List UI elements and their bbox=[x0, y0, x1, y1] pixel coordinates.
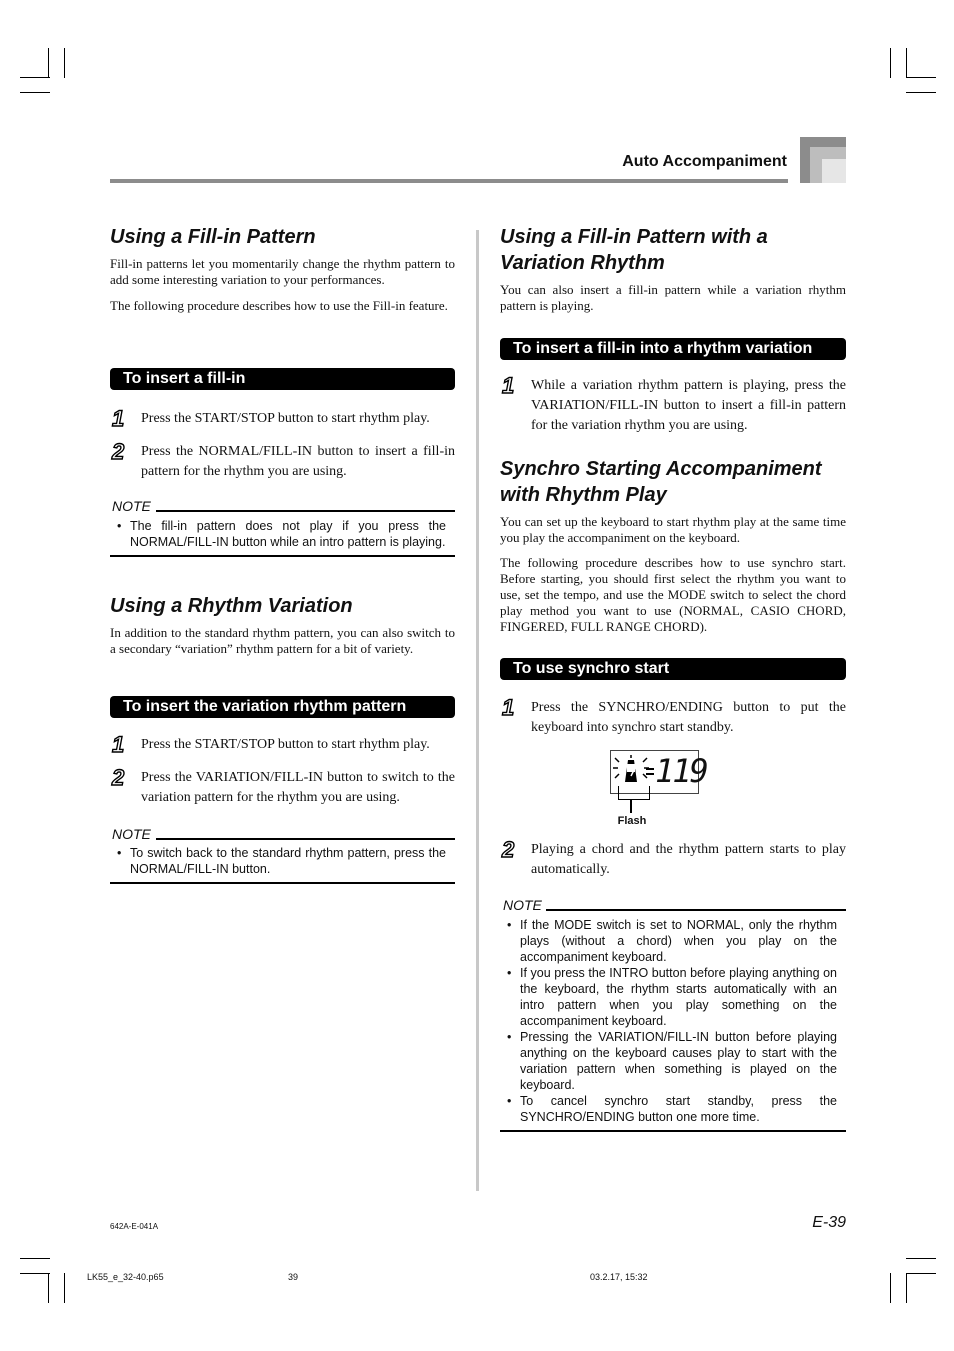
note-item: • Pressing the VARIATION/FILL-IN button before playing anything on the keyboard causes play to start with the variation pattern when something is played on the keyboard. bbox=[500, 1029, 837, 1093]
document-code: 642A-E-041A bbox=[110, 1222, 159, 1231]
header-rule bbox=[110, 179, 788, 183]
step-text: Playing a chord and the rhythm pattern starts to play automatically. bbox=[531, 842, 846, 877]
note-item: • If the MODE switch is set to NORMAL, only the rhythm plays (without a chord) when you play on the accompaniment keyboard. bbox=[500, 917, 837, 965]
step-number-icon: 1 bbox=[502, 695, 515, 720]
step-number-icon: 1 bbox=[502, 373, 515, 398]
step-1 bbox=[110, 406, 455, 431]
note-item: • To cancel synchro start standby, press the SYNCHRO/ENDING button one more time. bbox=[500, 1093, 837, 1125]
note-item: • If you press the INTRO button before playing anything on the keyboard, the rhythm starts automatically with an intro pattern when you play something on the accompaniment keyboard. bbox=[500, 965, 837, 1029]
section-title-fill-in-variation: Using a Fill-in Pattern with a Variation Rhythm bbox=[500, 226, 768, 274]
step-1 bbox=[500, 695, 846, 738]
note-label: NOTE bbox=[112, 498, 151, 514]
note-rule-bottom bbox=[500, 1130, 846, 1132]
note-item: • To switch back to the standard rhythm pattern, press the NORMAL/FILL-IN button. bbox=[110, 845, 446, 877]
step-text: Press the VARIATION/FILL-IN button to switch to the variation pattern for the rhythm you are using. bbox=[141, 770, 455, 805]
flash-bracket bbox=[618, 786, 650, 800]
equals-sign bbox=[646, 768, 654, 770]
section-title-rhythm-variation: Using a Rhythm Variation bbox=[110, 595, 353, 617]
footer-file: LK55_e_32-40.p65 bbox=[87, 1272, 164, 1282]
procedure-header: To insert a fill-in into a rhythm variation bbox=[500, 338, 846, 360]
paragraph: In addition to the standard rhythm pattern, you can also switch to a secondary “variation” rhythm pattern for a bit of variety. bbox=[110, 625, 455, 656]
step-text: Press the SYNCHRO/ENDING button to put the keyboard into synchro start standby. bbox=[531, 700, 846, 735]
note-rule-bottom bbox=[110, 882, 455, 884]
step-text: Press the START/STOP button to start rhythm play. bbox=[141, 411, 430, 426]
note-rule-bottom bbox=[110, 555, 455, 557]
step-number-icon: 2 bbox=[112, 765, 125, 790]
column-divider bbox=[476, 230, 479, 1191]
flash-pointer bbox=[630, 799, 632, 813]
note-label: NOTE bbox=[112, 826, 151, 842]
note-list bbox=[500, 917, 837, 1125]
step-number-icon: 1 bbox=[112, 732, 125, 757]
header-tab-graphic bbox=[800, 137, 846, 183]
step-2 bbox=[110, 765, 455, 808]
footer-number: 39 bbox=[288, 1272, 299, 1282]
step-number-icon: 2 bbox=[502, 837, 515, 862]
step-number-icon: 2 bbox=[112, 439, 125, 464]
step-number-icon: 1 bbox=[112, 406, 125, 431]
step-2 bbox=[110, 439, 455, 482]
note-list bbox=[110, 518, 446, 550]
flash-label: Flash bbox=[617, 815, 647, 827]
section-rhythm-variation bbox=[110, 593, 455, 657]
step-2 bbox=[500, 837, 846, 880]
tempo-readout: 119 bbox=[655, 752, 707, 790]
step-1 bbox=[110, 732, 455, 757]
procedure-header: To use synchro start bbox=[500, 658, 846, 680]
step-text: Press the NORMAL/FILL-IN button to insert a fill-in pattern for the rhythm you are using. bbox=[141, 444, 455, 479]
paragraph: Fill-in patterns let you momentarily change the rhythm pattern to add some interesting variation to your performances. bbox=[110, 256, 455, 287]
procedure-header: To insert the variation rhythm pattern bbox=[110, 696, 455, 718]
section-title-fill-in: Using a Fill-in Pattern bbox=[110, 226, 316, 248]
section-synchro-start bbox=[500, 456, 846, 635]
step-1 bbox=[500, 373, 846, 436]
procedure-header: To insert a fill-in bbox=[110, 368, 455, 390]
equals-sign bbox=[646, 773, 654, 775]
paragraph: The following procedure describes how to use synchro start. Before starting, you should first select the rhythm you want to use, set the tempo, and use the MODE switch to select the chord play method you want to use (NORMAL, CASIO CHORD, FINGERED, FULL RANGE CHORD). bbox=[500, 555, 846, 634]
note-label: NOTE bbox=[503, 897, 542, 913]
note-rule-top bbox=[156, 838, 455, 840]
footer-date: 03.2.17, 15:32 bbox=[590, 1272, 648, 1282]
note-rule-top bbox=[156, 510, 455, 512]
section-fill-in bbox=[110, 224, 455, 314]
section-title: Auto Accompaniment bbox=[622, 153, 787, 170]
paragraph: The following procedure describes how to use the Fill-in feature. bbox=[110, 298, 448, 313]
step-text: Press the START/STOP button to start rhythm play. bbox=[141, 737, 430, 752]
note-list bbox=[110, 845, 446, 877]
step-text: While a variation rhythm pattern is playing, press the VARIATION/FILL-IN button to insert a fill-in pattern for the variation rhythm you are using. bbox=[531, 378, 846, 433]
page-number: E-39 bbox=[812, 1214, 846, 1231]
note-rule-top bbox=[546, 909, 846, 911]
paragraph: You can also insert a fill-in pattern while a variation rhythm pattern is playing. bbox=[500, 282, 846, 313]
paragraph: You can set up the keyboard to start rhythm play at the same time you play the accompaniment on the keyboard. bbox=[500, 514, 846, 545]
note-item: • The fill-in pattern does not play if you press the NORMAL/FILL-IN button while an intro pattern is playing. bbox=[110, 518, 446, 550]
section-title-synchro-start: Synchro Starting Accompaniment with Rhythm Play bbox=[500, 458, 822, 506]
section-fill-in-variation bbox=[500, 224, 846, 314]
